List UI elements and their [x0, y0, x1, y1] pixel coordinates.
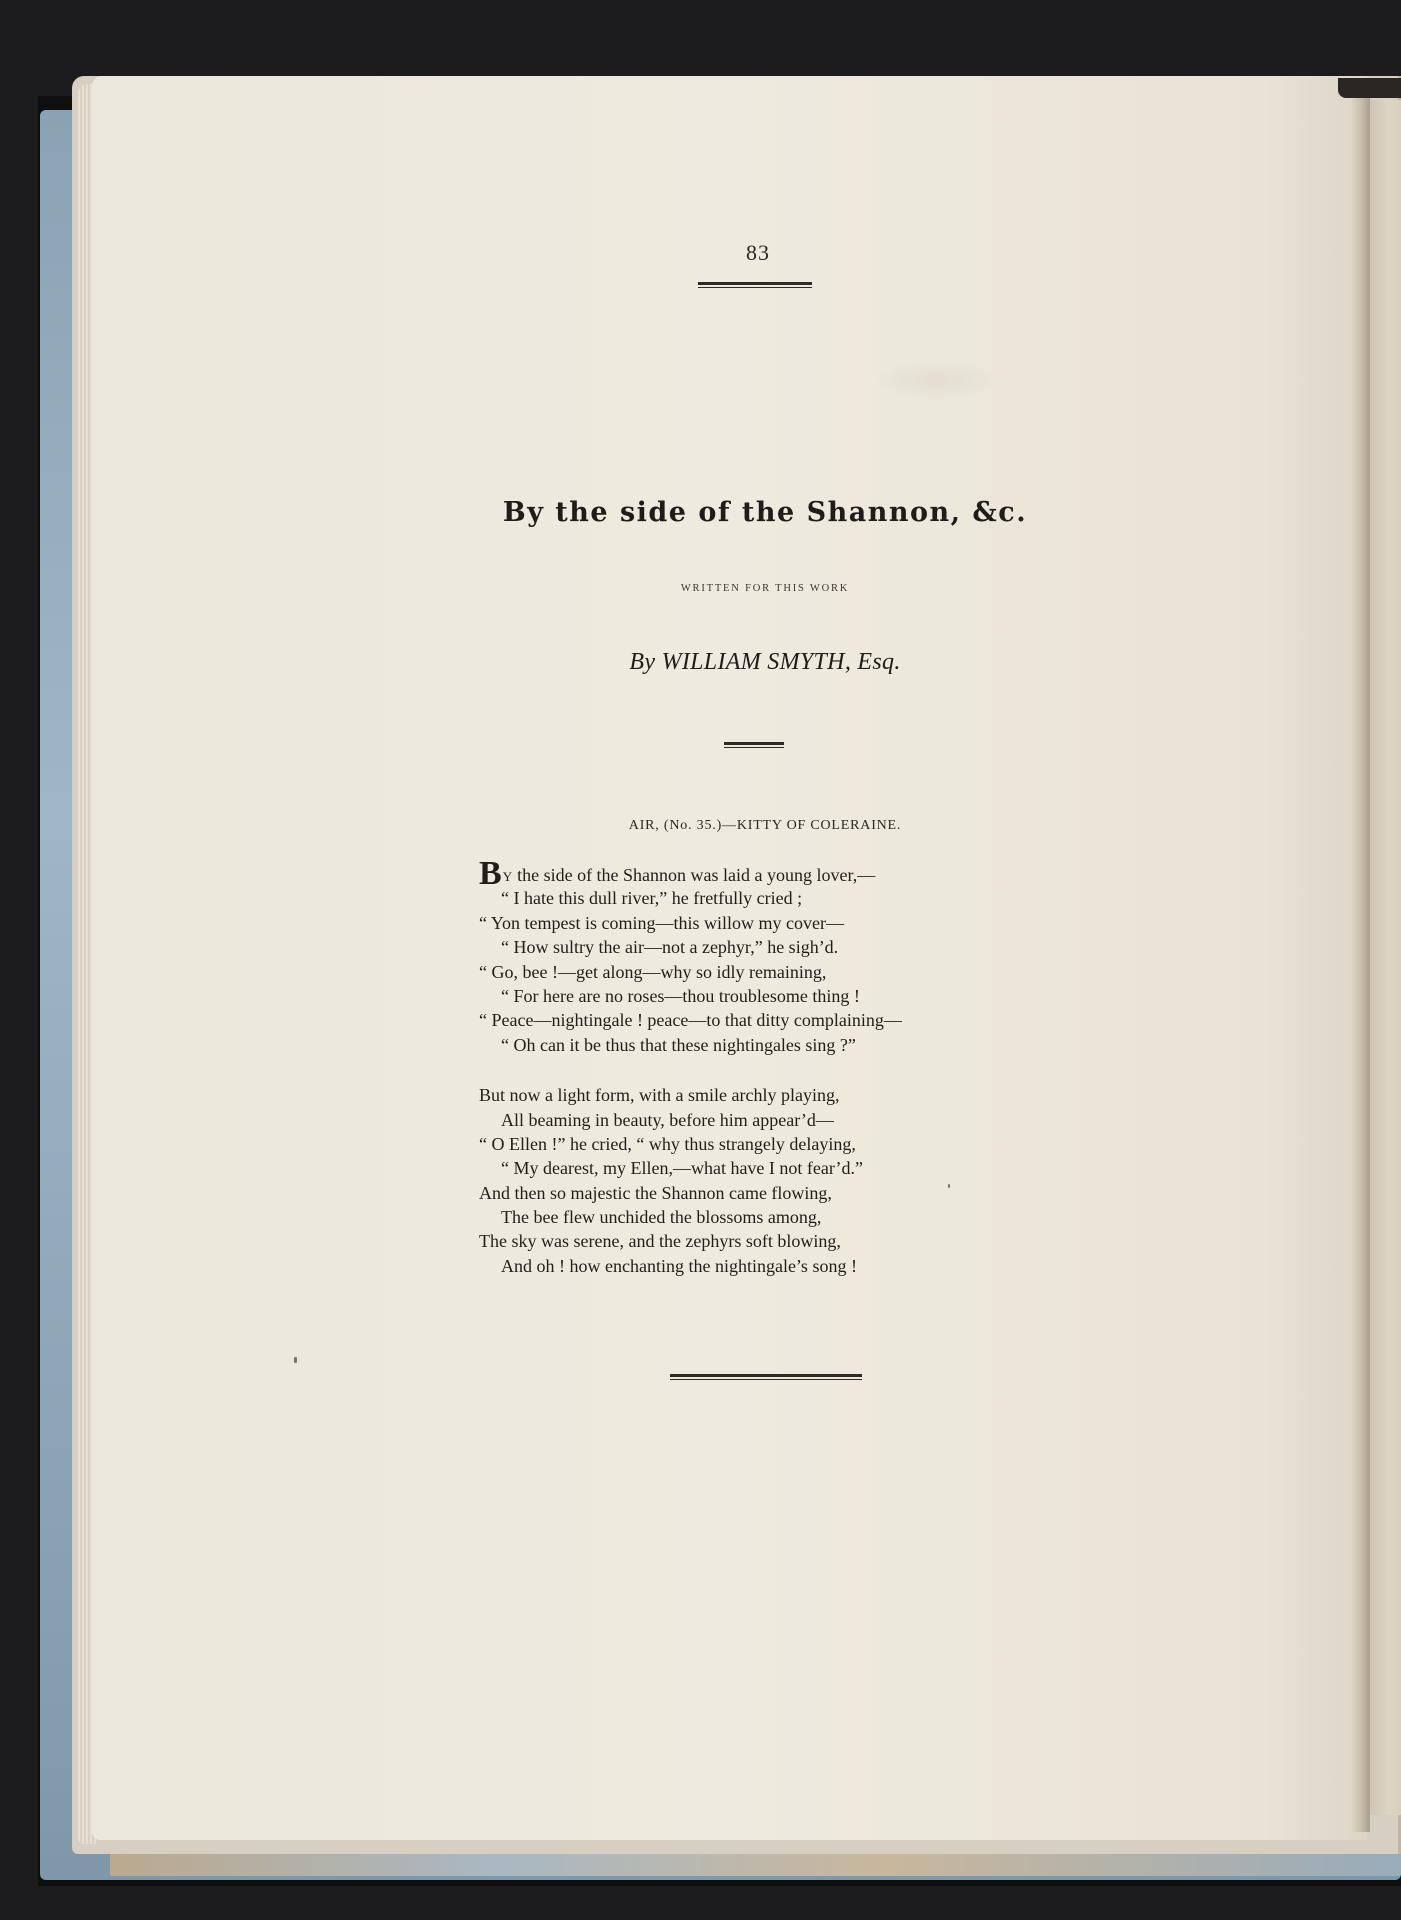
poem-line: All beaming in beauty, before him appear’d—: [501, 1109, 834, 1130]
poem-line: The sky was serene, and the zephyrs soft blowing,: [479, 1231, 841, 1252]
drop-initial: B: [479, 855, 502, 892]
author-byline: By WILLIAM SMYTH, Esq.: [629, 649, 901, 675]
poem-line: “ Yon tempest is coming—this willow my cover—: [479, 912, 844, 933]
air-reference: AIR, (No. 35.)—KITTY OF COLERAINE.: [628, 818, 902, 833]
show-through-heading: [870, 360, 1000, 400]
poem-line: “ Go, bee !—get along—why so idly remaining,: [479, 961, 827, 982]
poem-body: [479, 855, 1039, 1278]
subtitle: WRITTEN FOR THIS WORK: [680, 583, 850, 594]
header-rule: [698, 282, 812, 285]
small-caps-letter: Y: [502, 869, 513, 884]
facing-page-edge: [1370, 100, 1401, 1815]
paper-speck: [948, 1184, 950, 1188]
poem-line: “ Oh can it be thus that these nightingales sing ?”: [501, 1034, 856, 1055]
poem-line: And oh ! how enchanting the nightingale’s song !: [501, 1255, 857, 1276]
poem-line-text: the side of the Shannon was laid a young lover,—: [512, 865, 876, 885]
poem-line: And then so majestic the Shannon came flowing,: [479, 1182, 832, 1203]
paper-speck: [294, 1357, 297, 1363]
poem-line: “ My dearest, my Ellen,—what have I not fear’d.”: [501, 1158, 864, 1179]
closing-rule: [670, 1374, 862, 1377]
poem-line: “ O Ellen !” he cried, “ why thus strangely delaying,: [479, 1133, 856, 1154]
poem-line: But now a light form, with a smile archly playing,: [479, 1085, 840, 1106]
poem-line: “ I hate this dull river,” he fretfully cried ;: [501, 888, 803, 909]
poem-line: “ Peace—nightingale ! peace—to that ditty complaining—: [479, 1010, 902, 1031]
byline-rule: [724, 742, 784, 745]
facing-page-corner: [1338, 78, 1401, 98]
poem-title: By the side of the Shannon, &c.: [502, 497, 1028, 528]
poem-line: “ For here are no roses—thou troublesome thing !: [501, 985, 860, 1006]
poem-line: “ How sultry the air—not a zephyr,” he sigh’d.: [501, 937, 839, 958]
page-number: 83: [746, 240, 770, 265]
poem-line: [479, 855, 1039, 892]
poem-line: The bee flew unchided the blossoms among,: [501, 1207, 822, 1228]
stanza-break: [479, 1057, 1039, 1083]
page-gutter: [1352, 92, 1370, 1832]
